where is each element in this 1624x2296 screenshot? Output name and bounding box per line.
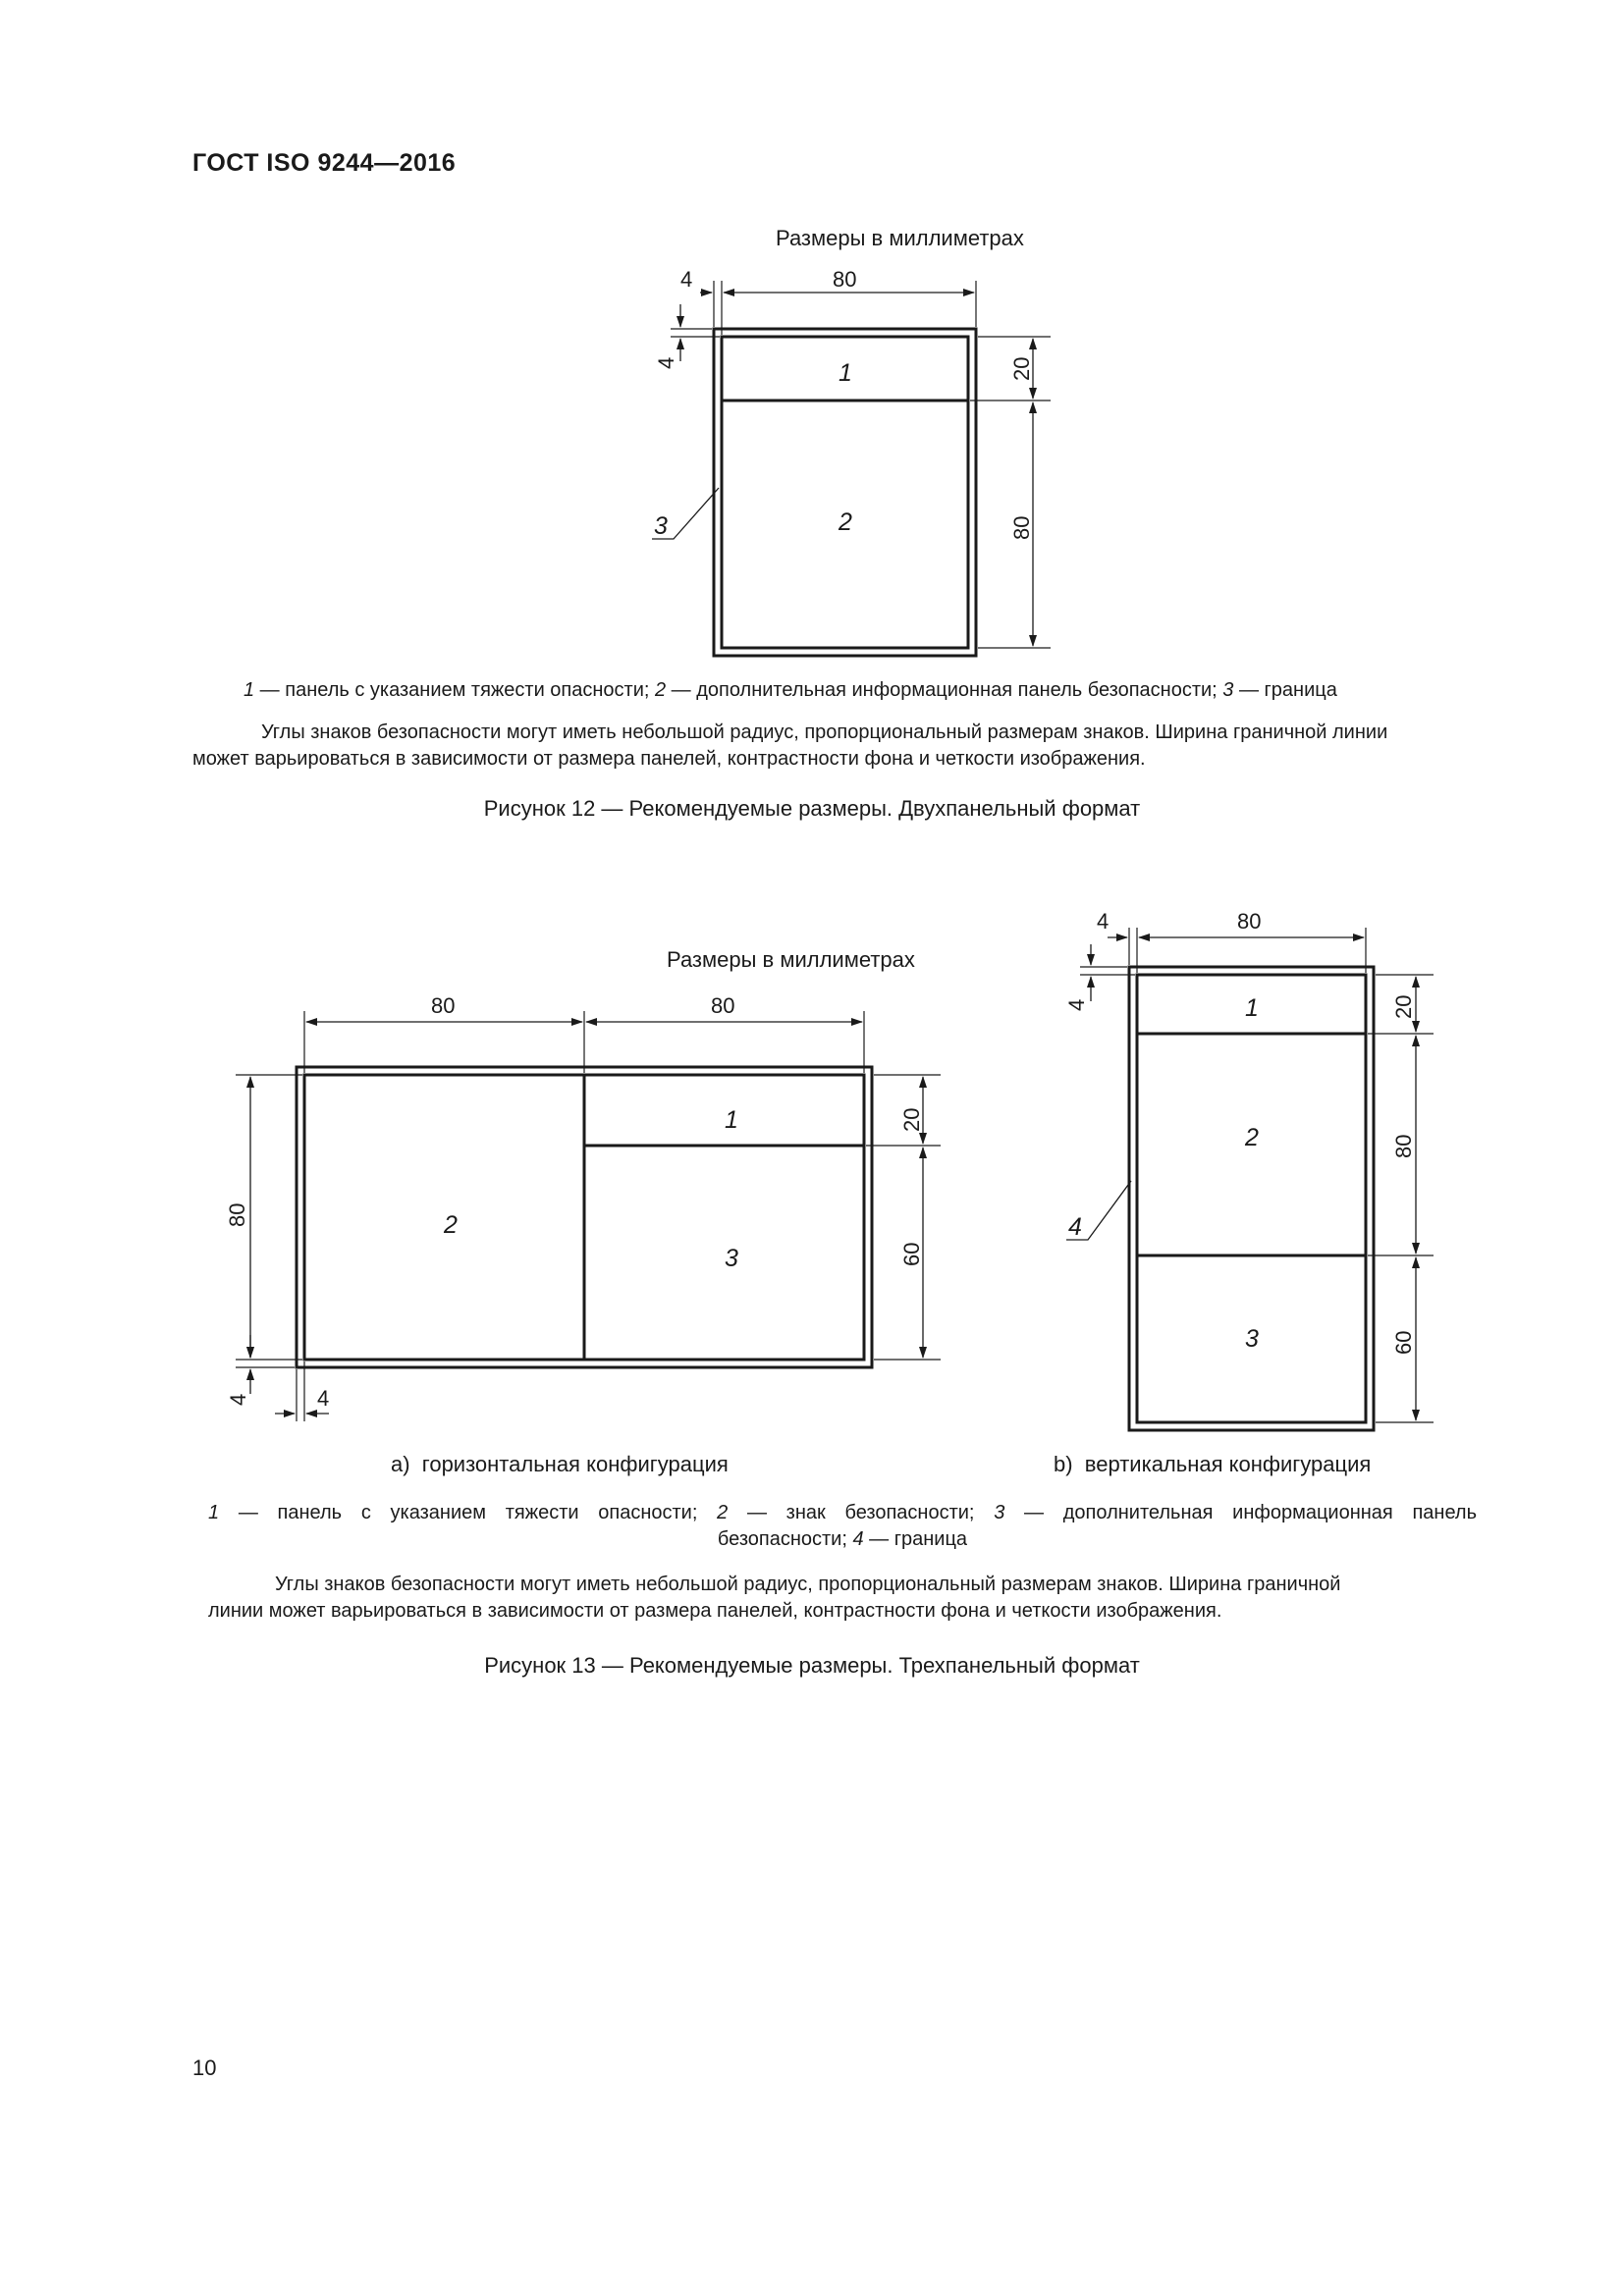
fig13-legend-text2: — знак безопасности; <box>728 1502 995 1523</box>
fig13b-dim-border-h: 4 <box>1097 909 1110 934</box>
fig12-dim-panel2-h: 80 <box>1009 515 1034 540</box>
fig12-legend-text3: — граница <box>1233 679 1337 701</box>
fig13-legend-num2: 2 <box>717 1502 729 1523</box>
fig12-legend <box>244 677 1520 704</box>
fig12-units-label: Размеры в миллиметрах <box>776 226 1024 250</box>
fig12-dim-width: 80 <box>833 267 857 292</box>
figure-12-drawing <box>652 226 1051 656</box>
fig13a-panel2-label: 2 <box>444 1211 458 1239</box>
fig13-note-line1: Углы знаков безопасности могут иметь небольшой радиус, пропорциональный размерам знаков. Ширина граничной <box>275 1574 1341 1595</box>
fig13a-dim-width-left: 80 <box>431 993 456 1018</box>
fig13a-dim-height: 80 <box>225 1202 249 1227</box>
fig13-legend-text3: — дополнительная информационная панель <box>1004 1502 1477 1523</box>
fig13b-dim-border-v: 4 <box>1064 998 1089 1011</box>
fig12-note-line2: может варьироваться в зависимости от размера панелей, контрастности фона и четкости изображения. <box>192 748 1146 770</box>
fig12-panel2-label: 2 <box>839 508 852 536</box>
fig13b-subcaption: b) вертикальная конфигурация <box>1054 1452 1372 1476</box>
fig13-legend-text4: — граница <box>863 1528 968 1550</box>
fig13a-dim-width-right: 80 <box>711 993 735 1018</box>
fig13-legend <box>208 1500 1477 1553</box>
fig13-legend-line1 <box>208 1500 1477 1526</box>
fig12-panel1-label: 1 <box>839 359 852 387</box>
fig13b-panel2-label: 2 <box>1245 1124 1259 1151</box>
page-header: ГОСТ ISO 9244—2016 <box>192 149 457 177</box>
fig12-legend-text2: — дополнительная информационная панель безопасности; <box>666 679 1223 701</box>
fig12-note-line1: Углы знаков безопасности могут иметь небольшой радиус, пропорциональный размерам знаков. Ширина граничной линии <box>261 721 1388 743</box>
fig13b-dim-panel1-h: 20 <box>1391 994 1416 1019</box>
fig12-border-label: 3 <box>654 512 668 540</box>
fig12-note <box>192 720 1508 773</box>
fig12-legend-num2: 2 <box>655 679 667 701</box>
fig13b-panel3-label: 3 <box>1245 1325 1259 1353</box>
fig12-legend-num3: 3 <box>1222 679 1234 701</box>
fig13-legend-text4a: безопасности; <box>717 1528 853 1550</box>
fig12-caption: Рисунок 12 — Рекомендуемые размеры. Двухпанельный формат <box>483 796 1141 821</box>
fig13b-dim-width: 80 <box>1237 909 1262 934</box>
fig13-legend-text1: — панель с указанием тяжести опасности; <box>219 1502 718 1523</box>
fig12-dim-border-v: 4 <box>654 356 678 369</box>
fig13-legend-num4: 4 <box>852 1528 864 1550</box>
fig13-units-label: Размеры в миллиметрах <box>667 947 915 972</box>
fig13b-border-label: 4 <box>1068 1213 1082 1241</box>
fig13a-subcaption: a) горизонтальная конфигурация <box>391 1452 729 1476</box>
fig13b-panel1-label: 1 <box>1245 994 1259 1022</box>
figure-13a-drawing <box>225 947 941 1421</box>
fig13a-dim-border-h: 4 <box>317 1386 330 1411</box>
fig12-dim-border-h: 4 <box>680 267 693 292</box>
figure-13b-drawing <box>1064 909 1434 1430</box>
fig13-legend-line2 <box>208 1526 1477 1553</box>
fig13b-dim-panel2-h: 80 <box>1391 1134 1416 1158</box>
fig12-legend-num1: 1 <box>244 679 255 701</box>
fig13-caption: Рисунок 13 — Рекомендуемые размеры. Трехпанельный формат <box>484 1653 1140 1678</box>
fig13a-panel1-label: 1 <box>725 1106 738 1134</box>
fig13-note-line2: линии может варьироваться в зависимости от размера панелей, контрастности фона и четкости изображения. <box>208 1600 1222 1622</box>
fig13a-dim-panel1-h: 20 <box>899 1107 924 1132</box>
fig13-note <box>208 1572 1477 1625</box>
fig13a-dim-border-v: 4 <box>226 1393 250 1406</box>
fig13-legend-num3: 3 <box>994 1502 1005 1523</box>
fig13b-dim-panel3-h: 60 <box>1391 1330 1416 1355</box>
fig13-legend-num1: 1 <box>208 1502 220 1523</box>
fig13a-panel3-label: 3 <box>725 1245 738 1272</box>
fig12-dim-panel1-h: 20 <box>1009 356 1034 381</box>
fig13a-dim-panel3-h: 60 <box>899 1242 924 1266</box>
fig12-legend-text1: — панель с указанием тяжести опасности; <box>254 679 655 701</box>
page-number: 10 <box>192 2056 217 2080</box>
